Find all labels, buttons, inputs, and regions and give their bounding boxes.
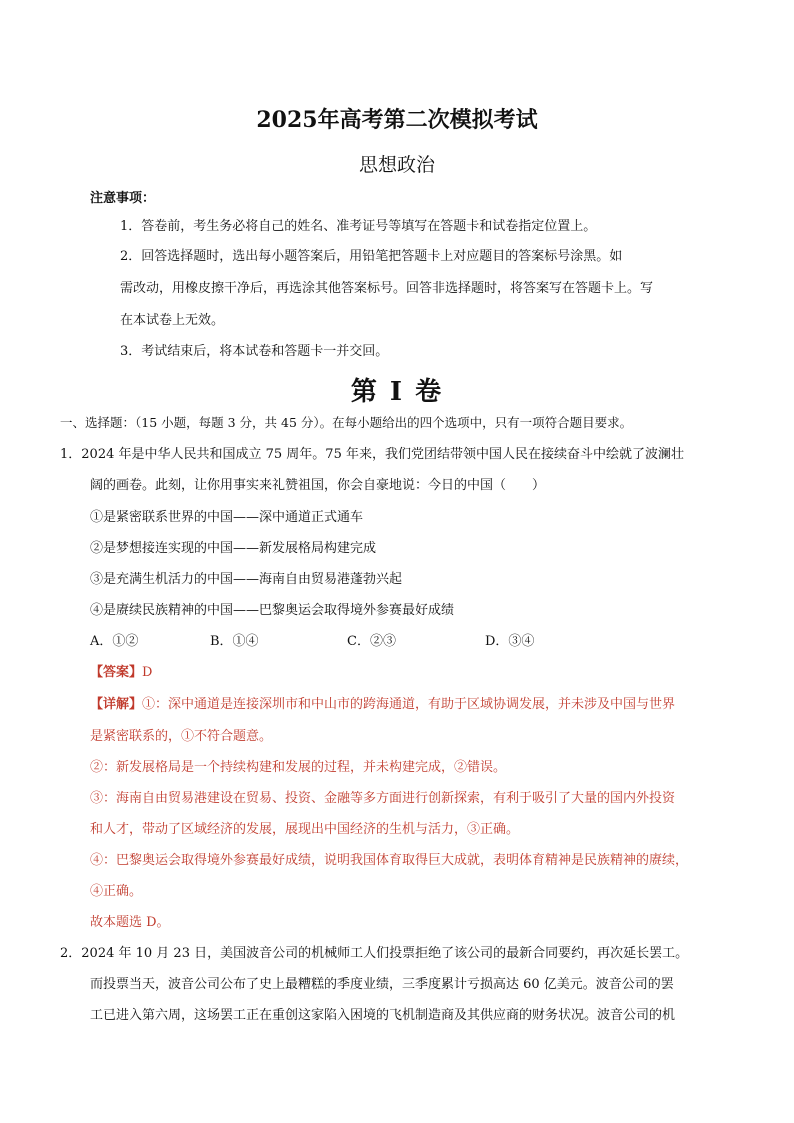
choice-a: A．①②: [90, 634, 139, 649]
detail-4: ④：巴黎奥运会取得境外参赛最好成绩，说明我国体育取得巨大成就，表明体育精神是民族精神的赓续，: [90, 853, 689, 868]
choice-b: B．①④: [210, 634, 259, 649]
question-2-stem: 2．2024 年 10 月 23 日，美国波音公司的机械师工人们投票拒绝了该公司的最新合同要约，再次延长罢工。: [60, 946, 689, 961]
choice-d: D．③④: [485, 634, 535, 649]
question-1-stem-cont: 阔的画卷。此刻，让你用事实来礼赞祖国，你会自豪地说：今日的中国（ ）: [90, 478, 546, 493]
notice-item-3: 3．考试结束后，将本试卷和答题卡一并交回。: [120, 344, 389, 359]
notice-item-1: 1．答卷前，考生务必将自己的姓名、准考证号等填写在答题卡和试卷指定位置上。: [120, 219, 597, 234]
detail-3-cont: 和人才，带动了区域经济的发展，展现出中国经济的生机与活力，③正确。: [90, 822, 520, 837]
question-1-option-1: ①是紧密联系世界的中国——深中通道正式通车: [90, 510, 364, 525]
question-1-option-3: ③是充满生机活力的中国——海南自由贸易港蓬勃兴起: [90, 572, 403, 587]
question-2-stem-cont: 工已进入第六周，这场罢工正在重创这家陷入困境的飞机制造商及其供应商的财务状况。波音公司的机: [90, 1008, 676, 1023]
detail-1-text: ①：深中通道是连接深圳市和中山市的跨海通道，有助于区域协调发展，并未涉及中国与世界: [142, 697, 676, 712]
question-1-stem: 1．2024 年是中华人民共和国成立 75 周年。75 年来，我们党团结带领中国人民在接续奋斗中绘就了波澜壮: [60, 447, 684, 462]
subject-title: 思想政治: [358, 154, 435, 176]
section-title: 第 I 卷: [350, 377, 444, 407]
detail-4-cont: ④正确。: [90, 884, 143, 899]
detail-1: [90, 695, 675, 715]
detail-1-cont: 是紧密联系的，①不符合题意。: [90, 729, 273, 744]
conclusion: 故本题选 D。: [90, 915, 170, 930]
detail-tag: 【详解】: [90, 697, 143, 712]
question-1-option-2: ②是梦想接连实现的中国——新发展格局构建完成: [90, 541, 377, 556]
section-instruction: 一、选择题：（15 小题，每题 3 分，共 45 分）。在每小题给出的四个选项中，只有一项符合题目要求。: [60, 415, 633, 430]
answer-value: D: [142, 665, 153, 680]
detail-2: ②：新发展格局是一个持续构建和发展的过程，并未构建完成，②错误。: [90, 760, 507, 775]
question-1-option-4: ④是赓续民族精神的中国——巴黎奥运会取得境外参赛最好成绩: [90, 603, 455, 618]
choice-c: C．②③: [347, 634, 396, 649]
detail-3: ③：海南自由贸易港建设在贸易、投资、金融等多方面进行创新探索，有利于吸引了大量的国内外投资: [90, 791, 676, 806]
page-title: 2025年高考第二次模拟考试: [256, 107, 538, 133]
answer-tag: 【答案】: [90, 665, 143, 680]
question-2-stem-cont: 而投票当天，波音公司公布了史上最糟糕的季度业绩，三季度累计亏损高达 60 亿美元。波音公司的罢: [90, 977, 674, 992]
notice-item-2-cont: 需改动，用橡皮擦干净后，再选涂其他答案标号。回答非选择题时，将答案写在答题卡上。写: [120, 281, 654, 296]
notice-heading: 注意事项：: [90, 191, 156, 206]
notice-item-2-cont: 在本试卷上无效。: [120, 313, 225, 328]
answer-line: [90, 663, 152, 683]
notice-item-2: 2．回答选择题时，选出每小题答案后，用铅笔把答题卡上对应题目的答案标号涂黑。如: [120, 249, 623, 264]
